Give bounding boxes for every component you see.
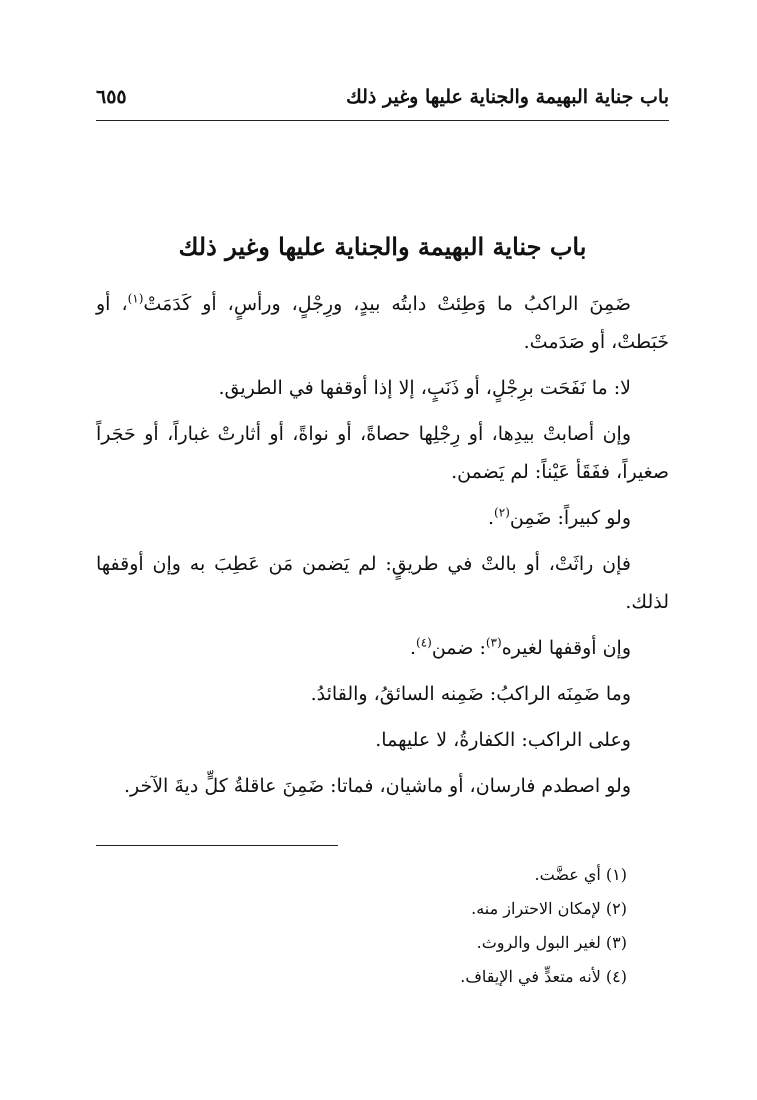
paragraph-3: وإن أصابتْ بيدِها، أو رِجْلِها حصاةً، أو نواةً، أو أثارتْ غباراً، أو حَجَراً صغيراً، ففَقَأ عَيْناً: لم يَضمن. (96, 423, 669, 483)
chapter-title: باب جناية البهيمة والجناية عليها وغير ذلك (178, 232, 587, 262)
footnote-1: (١) أي عضَّت. (534, 865, 627, 884)
paragraph-9: ولو اصطدم فارسان، أو ماشيان، فماتا: ضَمِنَ عاقلةُ كلٍّ ديةَ الآخر. (123, 775, 631, 797)
body-text (96, 285, 669, 813)
paragraph-4-text: ولو كبيراً: ضَمِن (509, 507, 631, 529)
footnote-mark-4: (٤) (416, 635, 432, 650)
paragraph-1-text: ضَمِنَ الراكبُ ما وَطِئتْ دابتُه بيدٍ، ورِجْلٍ، ورأسٍ، أو كَدَمَتْ (143, 293, 631, 315)
footnote-2: (٢) لإمكان الاحتراز منه. (471, 899, 627, 918)
footnote-3: (٣) لغير البول والروث. (476, 933, 627, 952)
paragraph-6-text-mid: : ضمن (431, 637, 486, 659)
footnote-mark-2: (٢) (494, 505, 510, 520)
paragraph-5: فإن راثَتْ، أو بالتْ في طريقٍ: لم يَضمن مَن عَطِبَ به وإن أوقفها لذلك. (96, 553, 669, 613)
paragraph-1-text-end: ، أو خَبَطتْ، أو صَدَمتْ. (96, 293, 669, 353)
paragraph-6-text-end: . (409, 637, 416, 659)
footnote-separator (96, 845, 338, 846)
paragraph-7: وما ضَمِنَه الراكبُ: ضَمِنه السائقُ، والقائدُ. (310, 683, 631, 705)
footnote-mark-1: (١) (127, 291, 144, 306)
paragraph-1 (96, 285, 669, 361)
paragraph-6-text: وإن أوقفها لغيره (501, 637, 631, 659)
footnote-4: (٤) لأنه متعدٍّ في الإيقاف. (460, 967, 627, 986)
running-title: باب جناية البهيمة والجناية عليها وغير ذلك (346, 86, 669, 108)
paragraph-2: لا: ما نَفَحَت برِجْلٍ، أو ذَنَبٍ، إلا إذا أوقفها في الطريق. (218, 377, 631, 399)
footnotes (96, 858, 627, 994)
paragraph-8: وعلى الراكب: الكفارةُ، لا عليهما. (375, 729, 631, 751)
running-header (96, 82, 669, 121)
paragraph-6 (96, 629, 669, 667)
paragraph-4-text-end: . (488, 507, 495, 529)
footnote-mark-3: (٣) (485, 635, 502, 650)
paragraph-4 (96, 499, 669, 537)
page-number: ٦٥٥ (96, 86, 127, 108)
